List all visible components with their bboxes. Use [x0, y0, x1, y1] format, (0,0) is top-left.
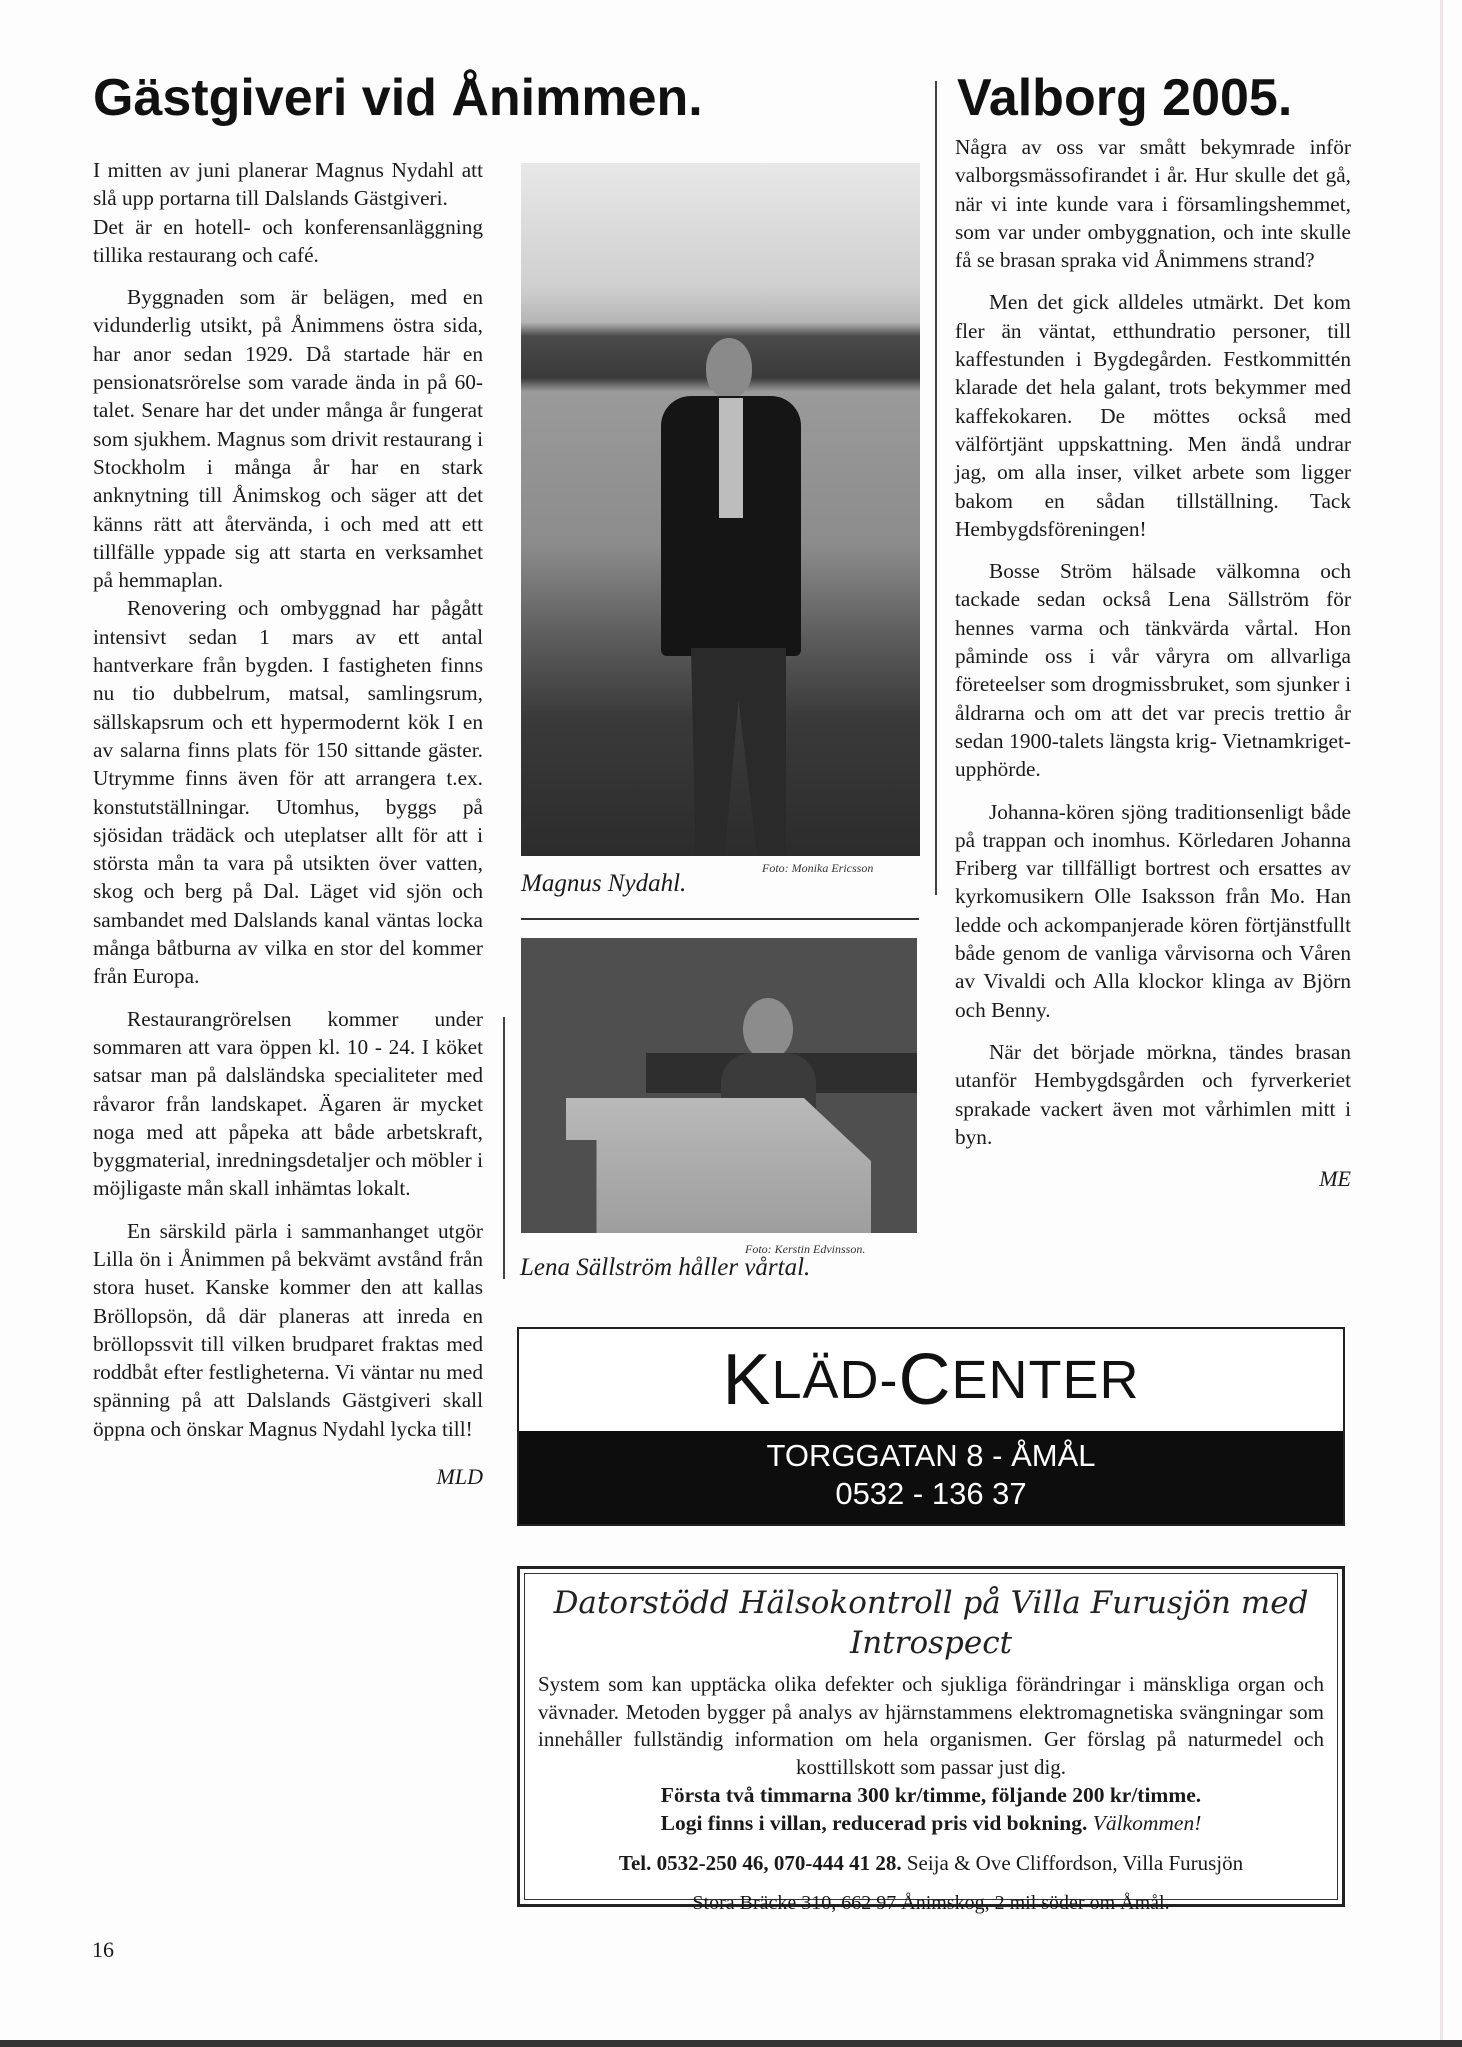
photo-lena-sallstrom [521, 938, 917, 1233]
ad-phone: Tel. 0532-250 46, 070-444 41 28. [618, 1851, 902, 1875]
right-article-body [955, 133, 1351, 1193]
page-number: 16 [92, 1937, 114, 1962]
ad-body: System som kan upptäcka olika defekter och sjukliga förändringar i mänskliga organ och vävnader. Metoden bygger på analys av hjärnstammens elektromagnetiska svängningar som innehåller fullständig information om hela organismen. Ger förslag på naturmedel och kosttillskott som passar just dig. [538, 1672, 1324, 1779]
ad-lodging: Logi finns i villan, reducerad pris vid bokning. Välkommen! [660, 1811, 1202, 1835]
ad-contact: Tel. 0532-250 46, 070-444 41 28. Seija & Ove Cliffordson, Villa Furusjön [618, 1851, 1244, 1875]
right-article-signature: ME [1319, 1166, 1351, 1192]
column-divider [935, 81, 937, 895]
page-edge [1440, 0, 1443, 2040]
paragraph: I mitten av juni planerar Magnus Nydahl att slå upp portarna till Dalslands Gästgiveri. [93, 158, 483, 211]
paragraph: Renovering och ombyggnad har pågått intensivt sedan 1 mars av ett antal hantverkare från bygden. I fastigheten finns nu tio dubbelrum, matsal, samlingsrum, sällskapsrum och ett hypermodernt kök I en av salarna finns plats för 150 sittande gäster. Utrymme finns även för att arrangera t.ex. konstutställningar. Utomhus, byggs på sjösidan trädäck och uteplatser allt för att i största mån ta vara på utsikten över vatten, skog och berg på Dal. Läget vid sjön och sambandet med Dalslands kanal väntas locka många båtburna av vilka en stor del kommer från Europa. [93, 596, 483, 989]
paragraph: Det är en hotell- och konferensanläggning tillika restaurang och café. [93, 214, 483, 267]
left-article-body [93, 156, 483, 1491]
caption-divider [521, 918, 919, 920]
ad-klad-center [517, 1327, 1345, 1526]
ad-address: TORGGATAN 8 - ÅMÅL [766, 1438, 1096, 1473]
left-article-signature: MLD [436, 1464, 483, 1490]
photo-credit: Foto: Monika Ericsson [762, 861, 874, 875]
photo-credit: Foto: Kerstin Edvinsson. [745, 1242, 866, 1256]
ad-klad-center-contact [519, 1431, 1343, 1524]
page-edge [0, 2040, 1462, 2047]
photo-caption: Magnus Nydahl. [521, 870, 687, 897]
paragraph: Bosse Ström hälsade välkomna och tackade sedan också Lena Sällström för hennes varma och tänkvärda vårtal. Hon påminde oss i vår våryra om allvarliga företeelser som drogmissbruket, som sjunker i åldrarna och om att det var precis trettio år sedan 1900-talets längsta krig- Vietnamkriget- upphörde. [955, 559, 1351, 782]
person-figure [661, 338, 801, 856]
paragraph: En särskild pärla i sammanhanget utgör Lilla ön i Ånimmen på bekvämt avstånd från stora huset. Kanske kommer den att kallas Bröllopsön, då där planeras att inreda en bröllopssvit till vilken brudparet fraktas med roddbåt efter festligheterna. Vi väntar nu med spänning på att Dalslands Gästgiveri skall öppna och önskar Magnus Nydahl lycka till! [93, 1218, 483, 1441]
column-divider [503, 1017, 505, 1279]
ad-price: Första två timmarna 300 kr/timme, följande 200 kr/timme. [660, 1783, 1202, 1807]
ad-klad-center-name: K LÄD- C ENTER [722, 1340, 1140, 1420]
paragraph: Johanna-kören sjöng traditionsenligt både på trappan och inomhus. Körledaren Johanna Friberg var tillfälligt bortrest och ersattes av kyrkomusikern Olle Isaksson från Mo. Han ledde och ackompanjerade kören förtjänstfullt både genom de vanliga vårvisorna och Våren av Vivaldi och Alla klockor klinga av Björn och Benny. [955, 799, 1351, 1022]
podium [566, 1098, 871, 1233]
ad-address: Stora Bräcke 310, 662 97 Ånimskog, 2 mil söder om Åmål. [692, 1892, 1170, 1914]
paragraph: Restaurangrörelsen kommer under sommaren att vara öppen kl. 10 - 24. I köket satsar man på dalsländska specialiteter med råvaror från landskapet. Ägaren är mycket noga med att påpeka att både arbetskraft, byggmaterial, inredningsdetaljer och möbler i möjligaste mån skall inhämtas lokalt. [93, 1006, 483, 1201]
left-article-headline: Gästgiveri vid Ånimmen. [93, 69, 703, 127]
ad-title: Datorstödd Hälsokontroll på Villa Furusjön med Introspect [553, 1585, 1309, 1661]
ad-welcome: Välkommen! [1092, 1811, 1202, 1835]
paragraph: Byggnaden som är belägen, med en vidunderlig utsikt, på Ånimmens östra sida, har anor sedan 1929. Då startade här en pensionatsrörelse som varade ända in på 60-talet. Senare har det under många år fungerat som sjukhem. Magnus som drivit restaurang i Stockholm i många år har en stark anknytning till Ånimskog och säger att det känns rätt att återvända, i och med att ett tillfälle yppade sig att starta en verksamhet på hemmaplan. [93, 285, 483, 593]
paragraph: Men det gick alldeles utmärkt. Det kom fler än väntat, etthundratio personer, till kaffestunden i Bygdegården. Festkommittén klarade det hela galant, trots bekymmer med kaffekokaren. De möttes också med välförtjänt uppskattning. Men ändå undrar jag, om alla inser, vilket arbete som ligger bakom en sådan tillställning. Tack Hembygdsföreningen! [955, 290, 1351, 541]
photo-caption: Lena Sällström håller vårtal. [520, 1254, 811, 1281]
paragraph: När det började mörkna, tändes brasan utanför Hembygdsgården och fyrverkeriet sprakade vackert även mot vårhimlen mitt i byn. [955, 1039, 1351, 1149]
paragraph: Några av oss var smått bekymrade inför valborgsmässofirandet i år. Hur skulle det gå, när vi inte kunde vara i församlingshemmet, som var under ombyggnation, och inte skulle få se brasan spraka vid Ånimmens strand? [955, 135, 1351, 273]
photo-magnus-nydahl [521, 163, 920, 856]
ad-phone: 0532 - 136 37 [835, 1476, 1027, 1511]
ad-villa-furusjon [517, 1566, 1345, 1914]
right-article-headline: Valborg 2005. [957, 69, 1293, 127]
